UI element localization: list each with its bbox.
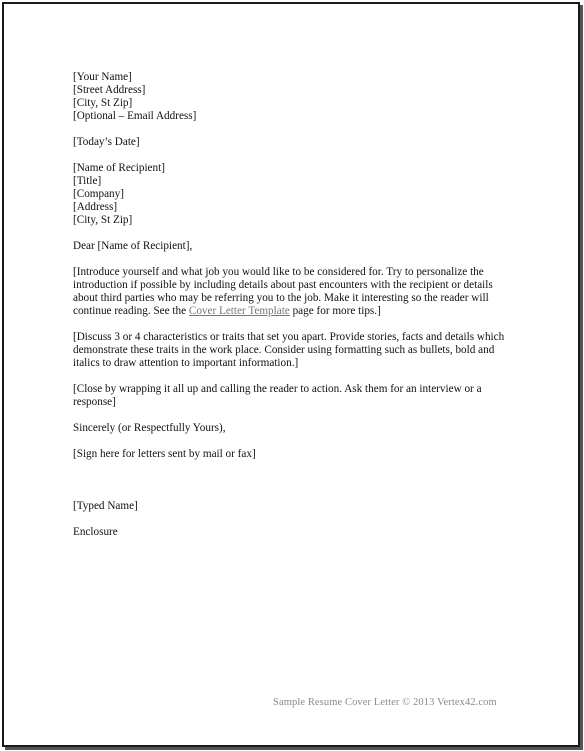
sender-block	[73, 71, 513, 123]
signature-space	[73, 474, 513, 500]
sender-city: [City, St Zip]	[73, 97, 133, 109]
recipient-city: [City, St Zip]	[73, 214, 133, 226]
intro-paragraph	[73, 266, 513, 318]
closing-paragraph: [Close by wrapping it all up and calling the reader to action. Ask them for an interview or a response]	[73, 383, 482, 408]
date-block	[73, 136, 513, 149]
traits-paragraph: [Discuss 3 or 4 characteristics or traits that set you apart. Provide stories, facts and details which demonstrate these traits in the work place. Consider using formatting such as bullets, bold and italics to draw attention to important information.]	[73, 331, 505, 369]
salutation: Dear [Name of Recipient],	[73, 240, 193, 252]
sender-name: [Your Name]	[73, 71, 132, 83]
footer-copyright: Sample Resume Cover Letter © 2013 Vertex42.com	[273, 697, 497, 708]
recipient-title: [Title]	[73, 175, 102, 187]
signature-note: [Sign here for letters sent by mail or fax]	[73, 448, 256, 460]
intro-text-end: page for more tips.]	[289, 305, 381, 317]
recipient-company: [Company]	[73, 188, 124, 200]
enclosure-line: Enclosure	[73, 526, 118, 538]
cover-letter-template-link[interactable]: Cover Letter Template	[188, 305, 290, 317]
recipient-name: [Name of Recipient]	[73, 162, 165, 174]
typed-name: [Typed Name]	[73, 500, 138, 512]
sender-street: [Street Address]	[73, 84, 146, 96]
sender-email: [Optional – Email Address]	[73, 110, 197, 122]
letter-date: [Today’s Date]	[73, 136, 140, 148]
closing-phrase: Sincerely (or Respectfully Yours),	[73, 422, 226, 434]
recipient-block	[73, 162, 513, 227]
cover-letter	[73, 71, 513, 552]
intro-text-start: [Introduce yourself and what job you would like to be considered for. Try to personalize the introduction if possible by including details about past encounters with the recipient or details about third parties who may be referring you to the job. Make it interesting so the reader will continue reading. See the	[73, 266, 493, 317]
recipient-address: [Address]	[73, 201, 118, 213]
